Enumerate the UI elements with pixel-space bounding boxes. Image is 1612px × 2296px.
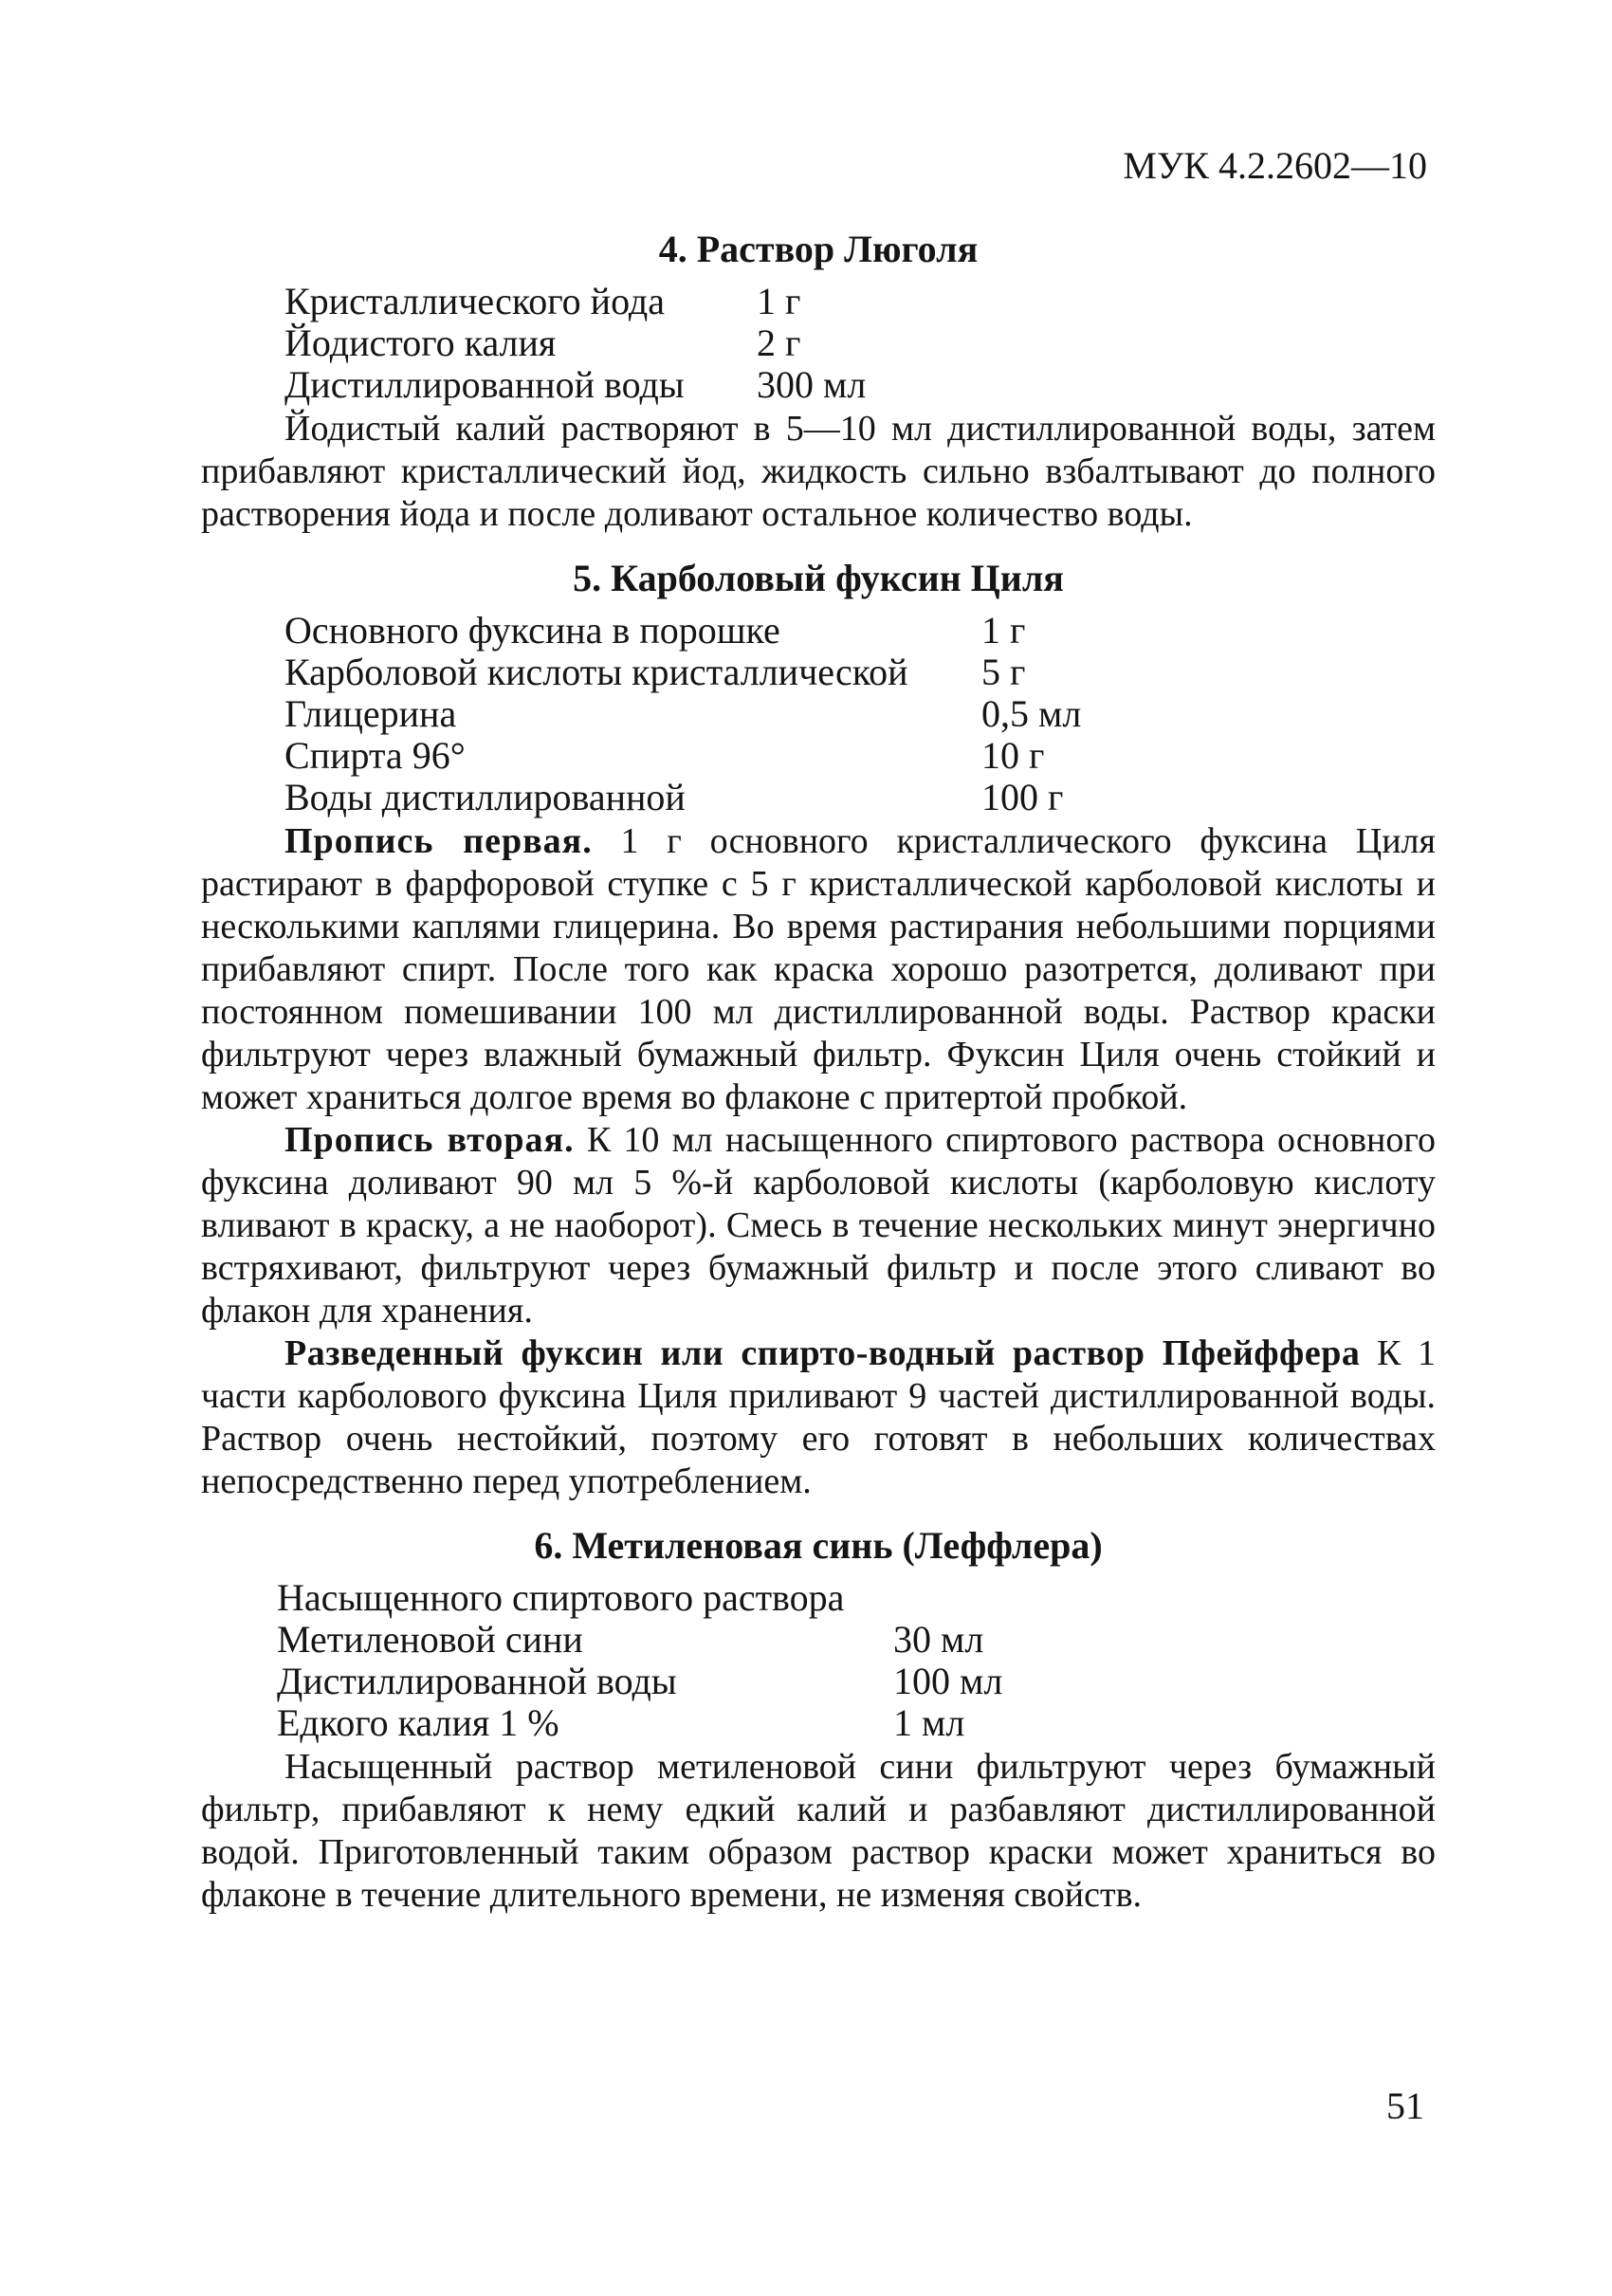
ingredient-name: Дистиллированной воды: [284, 363, 685, 406]
section-title-lugol: 4. Раствор Люголя: [658, 228, 979, 270]
recipe-methylene-blue: [201, 1577, 1436, 1744]
recipe-lugol: [201, 281, 1436, 406]
ingredient-name: Глицерина: [284, 692, 457, 735]
ingredient-name: Карболовой кислоты кристаллической: [284, 651, 908, 693]
paragraph-lugol-method: [201, 408, 1436, 536]
recipe-row: [277, 1619, 1436, 1661]
ingredient-name: Дистиллированной воды: [277, 1660, 677, 1702]
ingredient-name: Едкого калия 1 %: [277, 1701, 559, 1744]
ingredient-amount: 300 мл: [757, 363, 867, 406]
recipe-row: [284, 610, 1436, 652]
ingredient-amount: 0,5 мл: [981, 692, 1082, 735]
ingredient-amount: 30 мл: [893, 1618, 984, 1661]
page-number: 51: [1386, 2085, 1424, 2127]
recipe-row: [284, 281, 1436, 322]
paragraph-text: К 1 части карболового фуксина Циля приливают 9 частей дистиллированной воды. Раствор очень нестойкий, поэтому его готовят в небольших количествах непосредственно перед употреблением.: [201, 1333, 1436, 1501]
page-content: [201, 226, 1436, 1917]
recipe-row: [284, 777, 1436, 818]
section-title-ziehl-fuchsin: 5. Карболовый фуксин Циля: [573, 557, 1064, 599]
paragraph-lead: Пропись первая.: [284, 821, 593, 861]
paragraph-diluted-fuchsin: [201, 1332, 1436, 1503]
recipe-row: [277, 1702, 1436, 1744]
paragraph-lead: Пропись вторая.: [284, 1120, 575, 1160]
recipe-row: [277, 1661, 1436, 1702]
ingredient-amount: 10 г: [981, 734, 1045, 777]
ingredient-amount: 1 мл: [893, 1701, 965, 1744]
recipe-row: [284, 693, 1436, 735]
ingredient-amount: 2 г: [757, 321, 801, 364]
paragraph-recipe-second: [201, 1119, 1436, 1332]
recipe-row: [284, 322, 1436, 364]
ingredient-amount: 100 мл: [893, 1660, 1003, 1702]
ingredient-name: Насыщенного спиртового раствора: [277, 1576, 845, 1619]
ingredient-amount: 1 г: [981, 609, 1026, 652]
ingredient-name: Кристаллического йода: [284, 280, 666, 322]
ingredient-name: Основного фуксина в порошке: [284, 609, 780, 652]
paragraph-recipe-first: [201, 820, 1436, 1119]
paragraph-text: К 10 мл насыщенного спиртового раствора основного фуксина доливают 90 мл 5 %-й карболовой кислоты (карболовую кислоту вливают в краску, а не наоборот). Смесь в течение нескольких минут энергично встряхивают, фильтруют через бумажный фильтр и после этого сливают во флакон для хранения.: [201, 1120, 1437, 1331]
document-code: МУК 4.2.2602—10: [1123, 144, 1427, 187]
paragraph-text: 1 г основного кристаллического фуксина Циля растирают в фарфоровой ступке с 5 г кристаллической карболовой кислоты и несколькими каплями глицерина. Во время растирания небольшими порциями прибавляют спирт. После того как краска хорошо разотрется, доливают при постоянном помешивании 100 мл дистиллированной воды. Раствор краски фильтруют через влажный бумажный фильтр. Фуксин Циля очень стойкий и может храниться долгое время во флаконе с притертой пробкой.: [201, 821, 1436, 1117]
ingredient-name: Воды дистиллированной: [284, 776, 686, 818]
ingredient-amount: 5 г: [981, 651, 1026, 693]
ingredient-amount: 100 г: [981, 776, 1064, 818]
recipe-row: [277, 1577, 1436, 1619]
paragraph-methylene-method: [201, 1746, 1436, 1917]
ingredient-amount: 1 г: [757, 280, 801, 322]
ingredient-name: Метиленовой сини: [277, 1618, 583, 1661]
paragraph-text: Йодистый калий растворяют в 5—10 мл дистиллированной воды, затем прибавляют кристаллический йод, жидкость сильно взбалтывают до полного растворения йода и после доливают остальное количество воды.: [201, 409, 1436, 534]
paragraph-text: Насыщенный раствор метиленовой сини фильтруют через бумажный фильтр, прибавляют к нему едкий калий и разбавляют дистиллированной водой. Приготовленный таким образом раствор краски может храниться во флаконе в течение длительного времени, не изменяя свойств.: [201, 1747, 1436, 1915]
recipe-ziehl-fuchsin: [201, 610, 1436, 818]
recipe-row: [284, 652, 1436, 693]
ingredient-name: Спирта 96°: [284, 734, 466, 777]
section-title-methylene-blue: 6. Метиленовая синь (Леффлера): [534, 1524, 1103, 1567]
recipe-row: [284, 735, 1436, 777]
recipe-row: [284, 364, 1436, 406]
ingredient-name: Йодистого калия: [284, 321, 557, 364]
paragraph-lead: Разведенный фуксин или спирто-водный раствор Пфейффера: [284, 1333, 1361, 1373]
